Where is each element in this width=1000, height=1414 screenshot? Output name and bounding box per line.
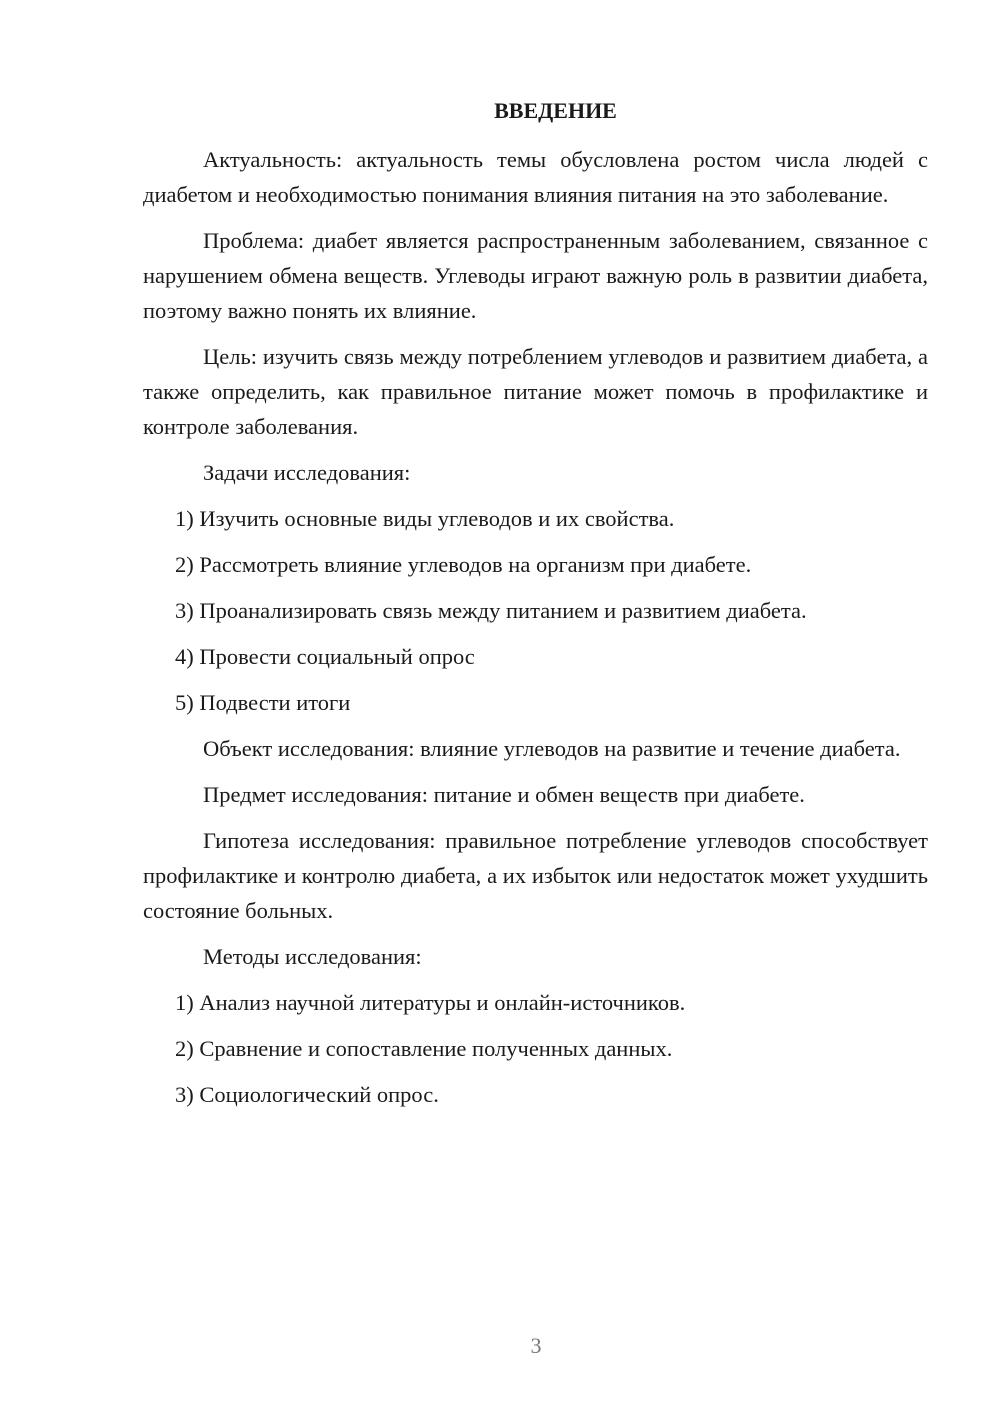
page-number: 3: [530, 1333, 542, 1358]
methods-list: [143, 985, 928, 1112]
list-item: 1) Изучить основные виды углеводов и их свойства.: [175, 506, 675, 531]
methods-title: Методы исследования:: [203, 944, 422, 969]
list-item: 3) Проанализировать связь между питанием и развитием диабета.: [175, 598, 807, 623]
tasks-title: Задачи исследования:: [203, 460, 411, 485]
object-paragraph: Объект исследования: влияние углеводов на развитие и течение диабета.: [203, 736, 901, 761]
problem-paragraph: Проблема: диабет является распространенным заболеванием, связанное с нарушением обмена веществ. Углеводы играют важную роль в развитии диабета, поэтому важно понять их влияние.: [143, 228, 928, 323]
hypothesis-paragraph: Гипотеза исследования: правильное потребление углеводов способствует профилактике и контролю диабета, а их избыток или недостаток может ухудшить состояние больных.: [143, 828, 928, 923]
document-page: [143, 96, 928, 1123]
relevance-paragraph: Актуальность: актуальность темы обусловлена ростом числа людей с диабетом и необходимостью понимания влияния питания на это заболевание.: [143, 147, 928, 207]
page-title: ВВЕДЕНИЕ: [494, 98, 617, 123]
list-item: 3) Социологический опрос.: [175, 1082, 439, 1107]
list-item: 2) Рассмотреть влияние углеводов на организм при диабете.: [175, 552, 752, 577]
list-item: 1) Анализ научной литературы и онлайн-источников.: [175, 990, 686, 1015]
subject-paragraph: Предмет исследования: питание и обмен веществ при диабете.: [203, 782, 805, 807]
list-item: 4) Провести социальный опрос: [175, 644, 475, 669]
tasks-list: [143, 501, 928, 720]
goal-paragraph: Цель: изучить связь между потреблением углеводов и развитием диабета, а также определить, как правильное питание может помочь в профилактике и контроле заболевания.: [143, 344, 928, 439]
list-item: 5) Подвести итоги: [175, 690, 351, 715]
list-item: 2) Сравнение и сопоставление полученных данных.: [175, 1036, 673, 1061]
